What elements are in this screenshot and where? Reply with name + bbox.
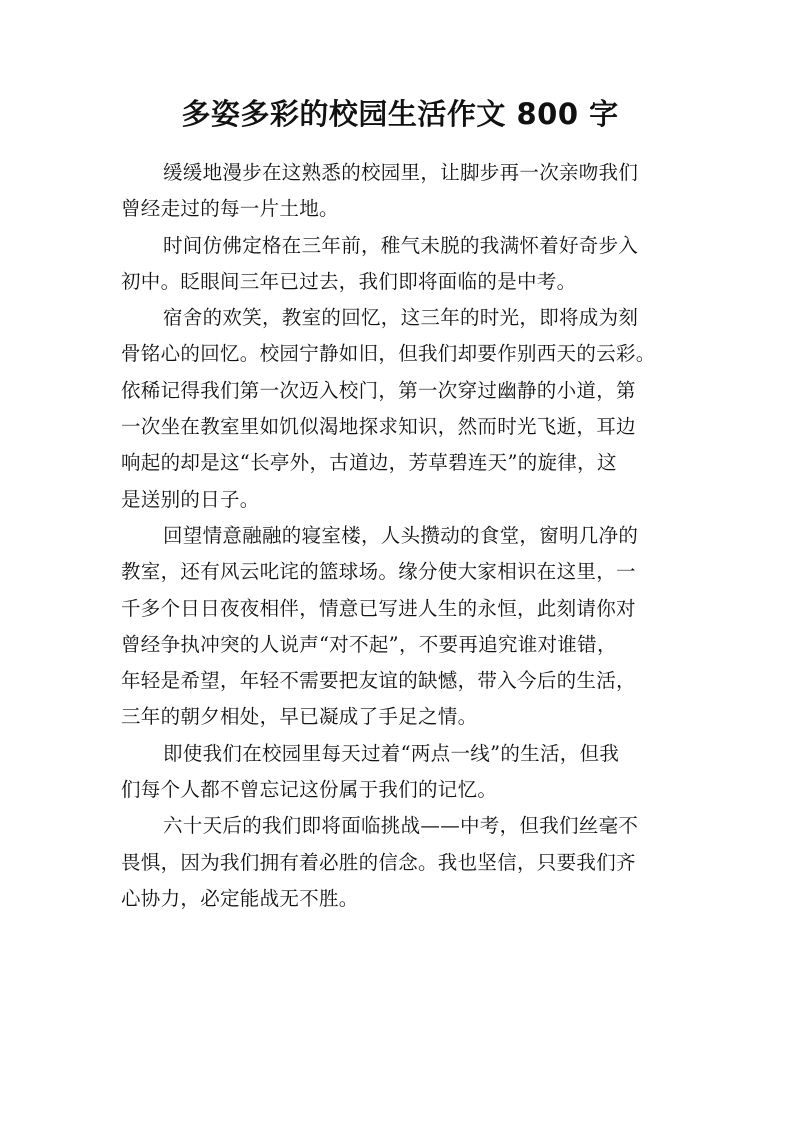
document-title: 多姿多彩的校园生活作文 800 字 [181, 97, 619, 131]
paragraph-5 [121, 736, 681, 809]
text-line: 即使我们在校园里每天过着“两点一线”的生活，但我 [163, 741, 620, 765]
text-line: 是送别的日子。 [121, 487, 260, 511]
text-line: 一次坐在教室里如饥似渴地探求知识，然而时光飞逝，耳边 [121, 415, 636, 439]
text-line: 年轻是希望，年轻不需要把友谊的缺憾，带入今后的生活， [121, 669, 636, 693]
text-line: 骨铭心的回忆。校园宁静如旧，但我们却要作别西天的云彩。 [121, 342, 656, 366]
text-line: 教室，还有风云叱诧的篮球场。缘分使大家相识在这里，一 [121, 560, 636, 584]
text-line: 响起的却是这“长亭外，古道边，芳草碧连天”的旋律，这 [121, 451, 617, 475]
text-line: 千多个日日夜夜相伴，情意已写进人生的永恒，此刻请你对 [121, 596, 636, 620]
text-line: 时间仿佛定格在三年前，稚气未脱的我满怀着好奇步入 [163, 233, 639, 257]
document-body [121, 155, 681, 917]
text-line: 畏惧，因为我们拥有着必胜的信念。我也坚信，只要我们齐 [121, 850, 636, 874]
text-line: 六十天后的我们即将面临挑战——中考，但我们丝毫不 [163, 814, 639, 838]
text-line: 曾经争执冲突的人说声“对不起”，不要再追究谁对谁错， [121, 632, 617, 656]
paragraph-3 [121, 300, 681, 518]
text-line: 宿舍的欢笑，教室的回忆，这三年的时光，即将成为刻 [163, 306, 639, 330]
text-line: 三年的朝夕相处，早已凝成了手足之情。 [121, 705, 478, 729]
text-line: 曾经走过的每一片土地。 [121, 197, 339, 221]
text-line: 依稀记得我们第一次迈入校门，第一次穿过幽静的小道，第 [121, 378, 636, 402]
text-line: 们每个人都不曾忘记这份属于我们的记忆。 [121, 778, 498, 802]
text-line: 初中。眨眼间三年已过去，我们即将面临的是中考。 [121, 269, 577, 293]
text-line: 回望情意融融的寝室楼，人头攒动的食堂，窗明几净的 [163, 523, 639, 547]
paragraph-1 [121, 155, 681, 228]
text-line: 心协力，必定能战无不胜。 [121, 886, 359, 910]
paragraph-6 [121, 808, 681, 917]
text-line: 缓缓地漫步在这熟悉的校园里，让脚步再一次亲吻我们 [163, 161, 639, 184]
paragraph-2 [121, 228, 681, 301]
paragraph-4 [121, 518, 681, 736]
